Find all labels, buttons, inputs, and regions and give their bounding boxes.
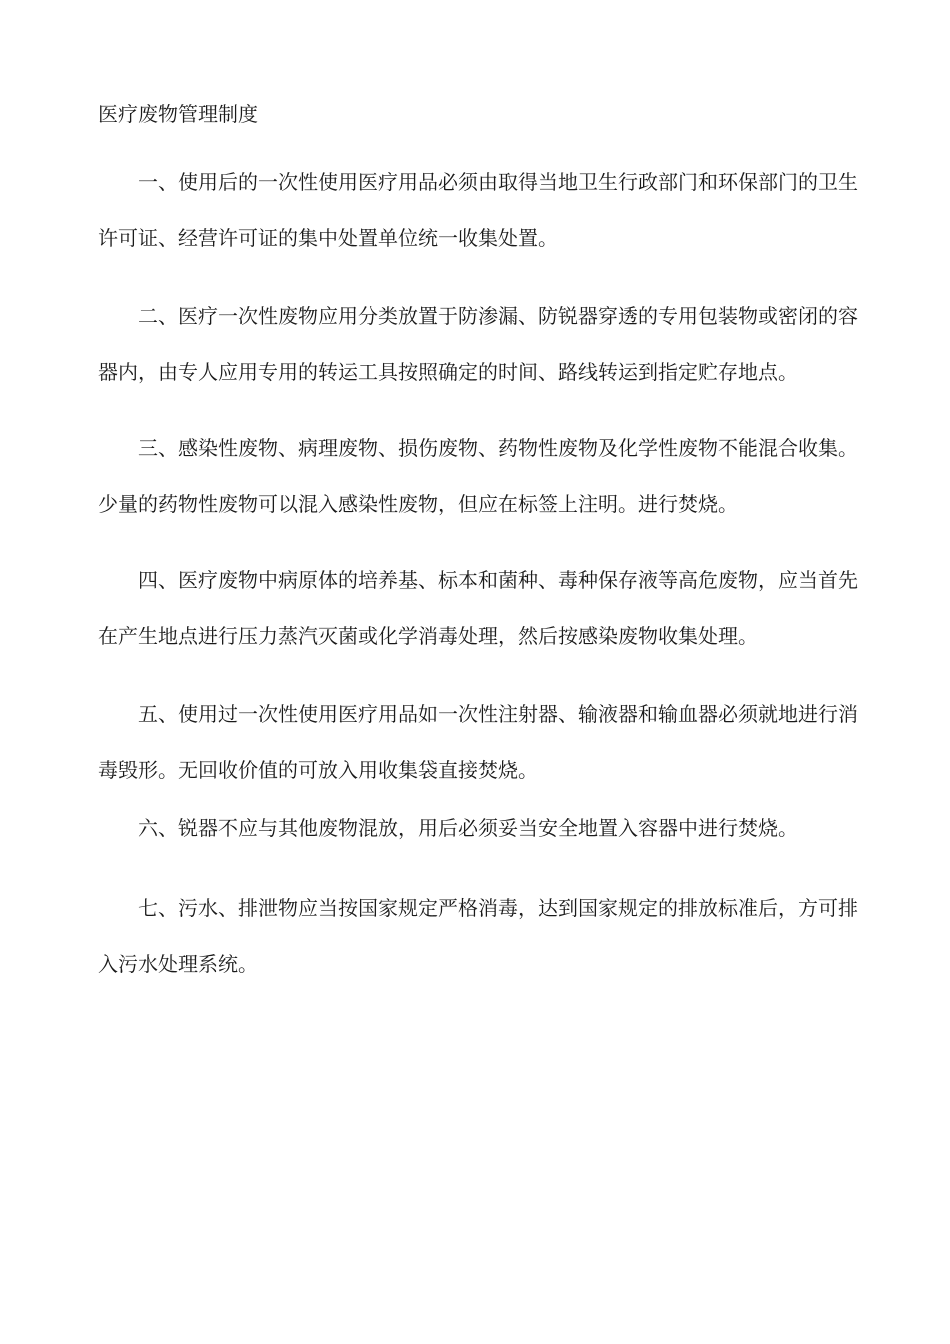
document-title: 医疗废物管理制度 xyxy=(98,102,258,126)
paragraph-4: 四、医疗废物中病原体的培养基、标本和菌种、毒种保存液等高危废物，应当首先在产生地点进行压力蒸汽灭菌或化学消毒处理，然后按感染废物收集处理。 xyxy=(98,568,858,648)
paragraph-2: 二、医疗一次性废物应用分类放置于防渗漏、防锐器穿透的专用包装物或密闭的容器内，由专人应用专用的转运工具按照确定的时间、路线转运到指定贮存地点。 xyxy=(98,304,858,384)
paragraph-7: 七、污水、排泄物应当按国家规定严格消毒，达到国家规定的排放标准后，方可排入污水处理系统。 xyxy=(98,896,858,976)
paragraph-6: 六、锐器不应与其他废物混放，用后必须妥当安全地置入容器中进行焚烧。 xyxy=(138,816,798,840)
paragraph-3: 三、感染性废物、病理废物、损伤废物、药物性废物及化学性废物不能混合收集。少量的药物性废物可以混入感染性废物，但应在标签上注明。进行焚烧。 xyxy=(98,436,858,516)
paragraph-5: 五、使用过一次性使用医疗用品如一次性注射器、输液器和输血器必须就地进行消毒毁形。无回收价值的可放入用收集袋直接焚烧。 xyxy=(98,702,858,782)
paragraph-1: 一、使用后的一次性使用医疗用品必须由取得当地卫生行政部门和环保部门的卫生许可证、经营许可证的集中处置单位统一收集处置。 xyxy=(98,170,858,250)
